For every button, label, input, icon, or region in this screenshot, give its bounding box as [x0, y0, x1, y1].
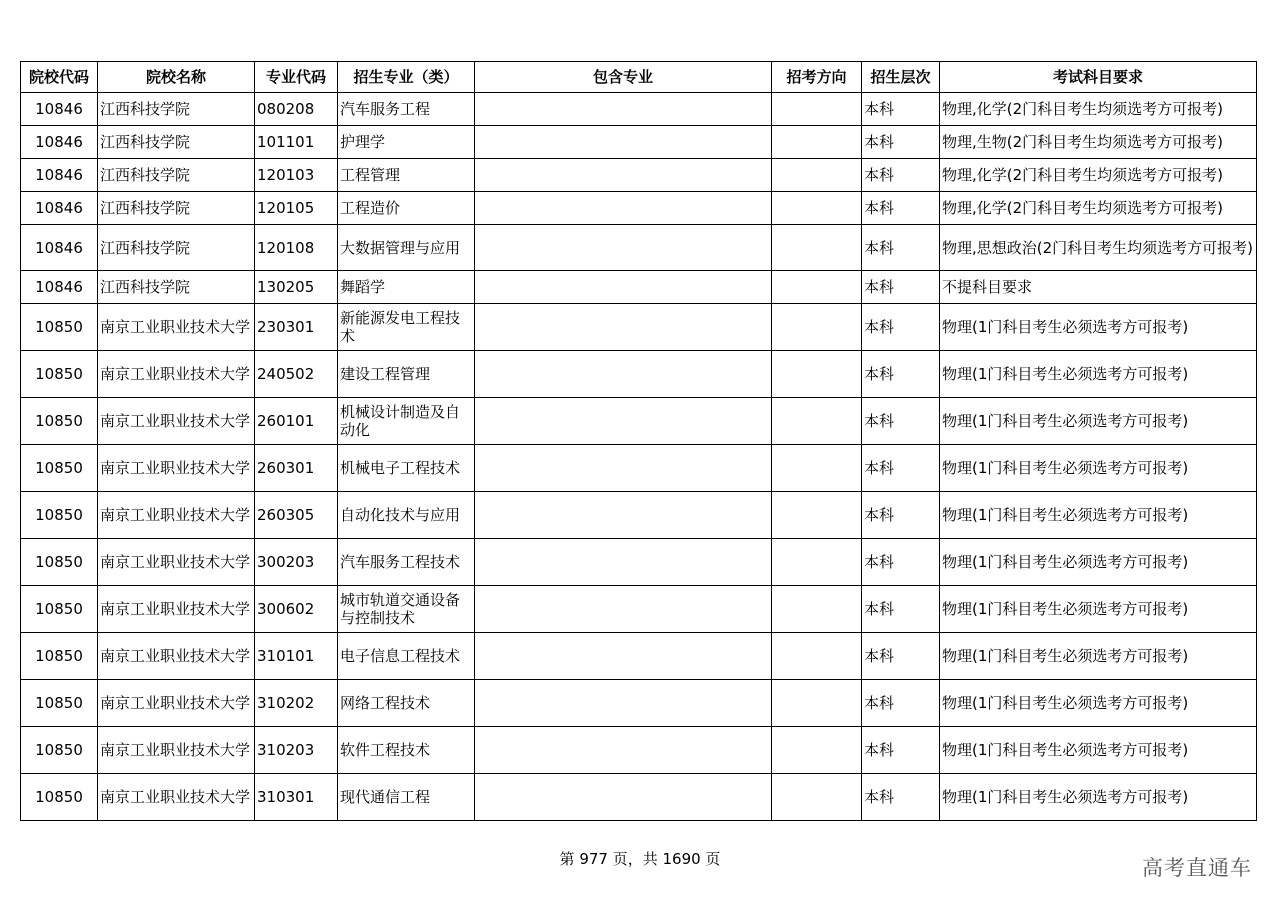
col-header-major-code: 专业代码 [255, 62, 338, 93]
cell-major-code: 310101 [255, 633, 338, 680]
cell-major-code: 310202 [255, 680, 338, 727]
cell-level: 本科 [862, 192, 940, 225]
cell-includes [475, 192, 772, 225]
cell-major: 软件工程技术 [338, 727, 475, 774]
cell-direction [772, 126, 862, 159]
cell-level: 本科 [862, 727, 940, 774]
cell-school-code: 10846 [21, 271, 98, 304]
cell-requirement: 物理(1门科目考生必须选考方可报考) [940, 445, 1257, 492]
cell-includes [475, 727, 772, 774]
cell-major: 工程造价 [338, 192, 475, 225]
cell-level: 本科 [862, 126, 940, 159]
cell-major: 网络工程技术 [338, 680, 475, 727]
cell-major-code: 120108 [255, 225, 338, 271]
col-header-school-name: 院校名称 [98, 62, 255, 93]
cell-school-code: 10850 [21, 445, 98, 492]
cell-includes [475, 492, 772, 539]
cell-major: 新能源发电工程技术 [338, 304, 475, 351]
table-row [21, 93, 1257, 126]
cell-direction [772, 539, 862, 586]
cell-school-name: 南京工业职业技术大学 [98, 774, 255, 821]
cell-includes [475, 539, 772, 586]
cell-includes [475, 445, 772, 492]
cell-school-code: 10850 [21, 727, 98, 774]
cell-school-name: 江西科技学院 [98, 192, 255, 225]
cell-direction [772, 351, 862, 398]
cell-school-name: 江西科技学院 [98, 159, 255, 192]
cell-level: 本科 [862, 93, 940, 126]
cell-major: 护理学 [338, 126, 475, 159]
cell-level: 本科 [862, 225, 940, 271]
cell-requirement: 物理(1门科目考生必须选考方可报考) [940, 680, 1257, 727]
table-body [21, 93, 1257, 821]
cell-major: 舞蹈学 [338, 271, 475, 304]
cell-major-code: 260301 [255, 445, 338, 492]
cell-requirement: 物理(1门科目考生必须选考方可报考) [940, 539, 1257, 586]
cell-includes [475, 398, 772, 445]
cell-direction [772, 586, 862, 633]
cell-includes [475, 586, 772, 633]
cell-school-code: 10846 [21, 126, 98, 159]
cell-major-code: 300602 [255, 586, 338, 633]
cell-major-code: 120103 [255, 159, 338, 192]
cell-includes [475, 351, 772, 398]
cell-level: 本科 [862, 492, 940, 539]
cell-includes [475, 633, 772, 680]
cell-school-name: 江西科技学院 [98, 225, 255, 271]
cell-direction [772, 398, 862, 445]
cell-school-code: 10850 [21, 492, 98, 539]
cell-requirement: 物理(1门科目考生必须选考方可报考) [940, 586, 1257, 633]
cell-major-code: 310203 [255, 727, 338, 774]
table-row [21, 159, 1257, 192]
cell-level: 本科 [862, 586, 940, 633]
table-row [21, 398, 1257, 445]
cell-school-code: 10850 [21, 586, 98, 633]
cell-requirement: 物理(1门科目考生必须选考方可报考) [940, 633, 1257, 680]
cell-includes [475, 126, 772, 159]
cell-requirement: 物理(1门科目考生必须选考方可报考) [940, 351, 1257, 398]
cell-level: 本科 [862, 445, 940, 492]
cell-school-code: 10850 [21, 539, 98, 586]
cell-level: 本科 [862, 680, 940, 727]
cell-school-code: 10850 [21, 774, 98, 821]
table-row [21, 225, 1257, 271]
cell-requirement: 物理(1门科目考生必须选考方可报考) [940, 398, 1257, 445]
cell-direction [772, 727, 862, 774]
cell-direction [772, 445, 862, 492]
table-row [21, 633, 1257, 680]
cell-school-name: 南京工业职业技术大学 [98, 539, 255, 586]
cell-major-code: 240502 [255, 351, 338, 398]
cell-school-name: 南京工业职业技术大学 [98, 633, 255, 680]
col-header-major: 招生专业（类） [338, 62, 475, 93]
cell-direction [772, 225, 862, 271]
table-row [21, 271, 1257, 304]
admissions-table [20, 61, 1257, 821]
cell-major: 汽车服务工程技术 [338, 539, 475, 586]
cell-school-code: 10846 [21, 93, 98, 126]
cell-school-code: 10846 [21, 192, 98, 225]
cell-direction [772, 271, 862, 304]
col-header-level: 招生层次 [862, 62, 940, 93]
cell-requirement: 物理(1门科目考生必须选考方可报考) [940, 492, 1257, 539]
cell-includes [475, 159, 772, 192]
cell-requirement: 物理,化学(2门科目考生均须选考方可报考) [940, 192, 1257, 225]
cell-major-code: 120105 [255, 192, 338, 225]
cell-requirement: 物理(1门科目考生必须选考方可报考) [940, 774, 1257, 821]
table-row [21, 680, 1257, 727]
cell-direction [772, 774, 862, 821]
table-row [21, 774, 1257, 821]
cell-includes [475, 680, 772, 727]
cell-level: 本科 [862, 159, 940, 192]
col-header-school-code: 院校代码 [21, 62, 98, 93]
col-header-direction: 招考方向 [772, 62, 862, 93]
cell-major-code: 230301 [255, 304, 338, 351]
cell-school-name: 南京工业职业技术大学 [98, 586, 255, 633]
cell-major: 自动化技术与应用 [338, 492, 475, 539]
col-header-includes: 包含专业 [475, 62, 772, 93]
cell-major-code: 130205 [255, 271, 338, 304]
cell-school-code: 10846 [21, 225, 98, 271]
cell-school-name: 江西科技学院 [98, 271, 255, 304]
watermark-logo: 高考直通车 [1142, 856, 1252, 880]
cell-requirement: 物理,化学(2门科目考生均须选考方可报考) [940, 93, 1257, 126]
cell-school-name: 南京工业职业技术大学 [98, 351, 255, 398]
cell-school-code: 10850 [21, 351, 98, 398]
cell-requirement: 物理,思想政治(2门科目考生均须选考方可报考) [940, 225, 1257, 271]
col-header-requirement: 考试科目要求 [940, 62, 1257, 93]
cell-major-code: 300203 [255, 539, 338, 586]
cell-major: 工程管理 [338, 159, 475, 192]
cell-major-code: 101101 [255, 126, 338, 159]
cell-level: 本科 [862, 539, 940, 586]
cell-requirement: 不提科目要求 [940, 271, 1257, 304]
cell-school-name: 南京工业职业技术大学 [98, 727, 255, 774]
cell-requirement: 物理,生物(2门科目考生均须选考方可报考) [940, 126, 1257, 159]
cell-school-name: 南京工业职业技术大学 [98, 304, 255, 351]
cell-major: 电子信息工程技术 [338, 633, 475, 680]
cell-major-code: 260305 [255, 492, 338, 539]
cell-direction [772, 93, 862, 126]
cell-direction [772, 492, 862, 539]
page-footer: 第 977 页，共 1690 页 [559, 850, 721, 868]
cell-school-name: 南京工业职业技术大学 [98, 445, 255, 492]
cell-requirement: 物理,化学(2门科目考生均须选考方可报考) [940, 159, 1257, 192]
cell-school-code: 10850 [21, 680, 98, 727]
cell-school-code: 10850 [21, 633, 98, 680]
cell-major: 大数据管理与应用 [338, 225, 475, 271]
cell-level: 本科 [862, 774, 940, 821]
cell-level: 本科 [862, 351, 940, 398]
cell-level: 本科 [862, 304, 940, 351]
cell-major: 城市轨道交通设备与控制技术 [338, 586, 475, 633]
cell-direction [772, 304, 862, 351]
cell-school-name: 南京工业职业技术大学 [98, 492, 255, 539]
cell-major: 机械电子工程技术 [338, 445, 475, 492]
cell-level: 本科 [862, 398, 940, 445]
table-row [21, 492, 1257, 539]
cell-major: 汽车服务工程 [338, 93, 475, 126]
cell-direction [772, 680, 862, 727]
cell-school-code: 10850 [21, 398, 98, 445]
cell-school-code: 10850 [21, 304, 98, 351]
cell-includes [475, 271, 772, 304]
cell-level: 本科 [862, 633, 940, 680]
cell-direction [772, 159, 862, 192]
cell-direction [772, 192, 862, 225]
table-row [21, 539, 1257, 586]
cell-school-name: 江西科技学院 [98, 126, 255, 159]
cell-major-code: 310301 [255, 774, 338, 821]
table-row [21, 351, 1257, 398]
table-row [21, 445, 1257, 492]
cell-direction [772, 633, 862, 680]
cell-school-name: 南京工业职业技术大学 [98, 398, 255, 445]
cell-major: 机械设计制造及自动化 [338, 398, 475, 445]
cell-level: 本科 [862, 271, 940, 304]
cell-major: 现代通信工程 [338, 774, 475, 821]
header-row [21, 62, 1257, 93]
cell-includes [475, 225, 772, 271]
cell-school-name: 江西科技学院 [98, 93, 255, 126]
cell-major-code: 260101 [255, 398, 338, 445]
table-row [21, 126, 1257, 159]
table-row [21, 192, 1257, 225]
cell-requirement: 物理(1门科目考生必须选考方可报考) [940, 304, 1257, 351]
cell-school-code: 10846 [21, 159, 98, 192]
table-row [21, 586, 1257, 633]
cell-major-code: 080208 [255, 93, 338, 126]
cell-requirement: 物理(1门科目考生必须选考方可报考) [940, 727, 1257, 774]
cell-includes [475, 774, 772, 821]
table-row [21, 304, 1257, 351]
table-row [21, 727, 1257, 774]
cell-includes [475, 304, 772, 351]
cell-includes [475, 93, 772, 126]
cell-major: 建设工程管理 [338, 351, 475, 398]
cell-school-name: 南京工业职业技术大学 [98, 680, 255, 727]
